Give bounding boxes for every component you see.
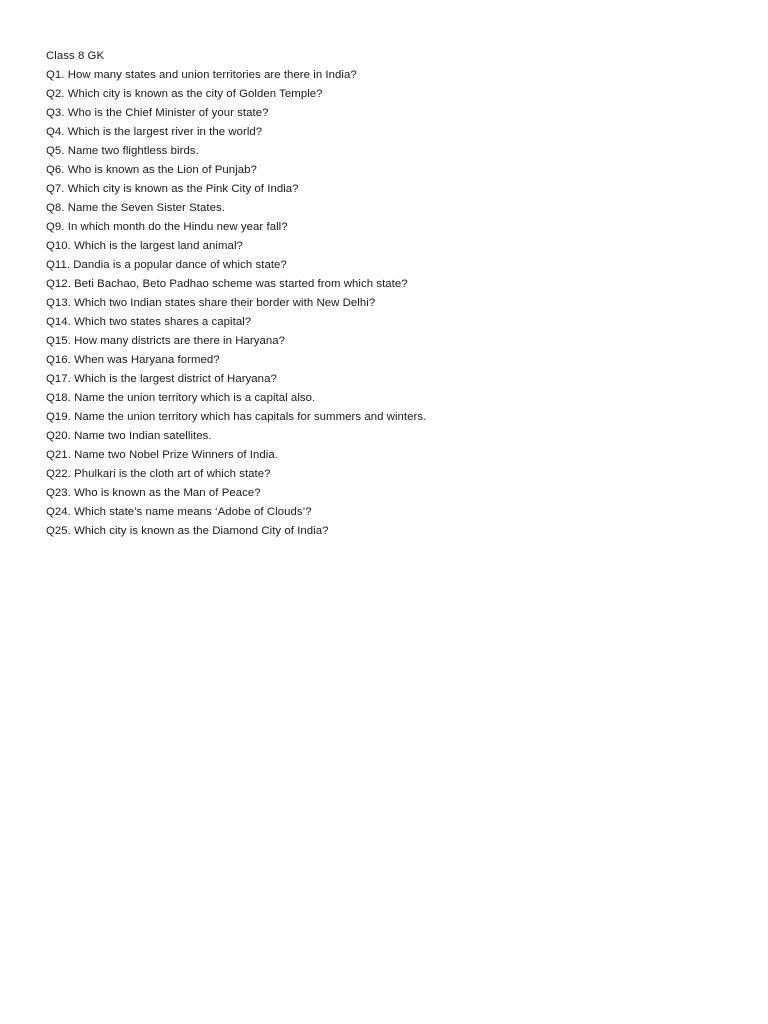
question-line: Q17. Which is the largest district of Haryana? [46,373,277,385]
question-line: Q16. When was Haryana formed? [46,354,220,366]
question-line: Q3. Who is the Chief Minister of your state? [46,107,269,119]
question-line: Q14. Which two states shares a capital? [46,316,252,328]
question-line: Q6. Who is known as the Lion of Punjab? [46,164,257,176]
question-line: Q15. How many districts are there in Haryana? [46,335,286,347]
question-line: Q22. Phulkari is the cloth art of which state? [46,468,271,480]
question-line: Q12. Beti Bachao, Beto Padhao scheme was started from which state? [46,278,408,290]
document-body [46,47,726,541]
question-line: Q7. Which city is known as the Pink City of India? [46,183,299,195]
question-line: Q20. Name two Indian satellites. [46,430,212,442]
question-line: Q21. Name two Nobel Prize Winners of India. [46,449,278,461]
question-line: Q18. Name the union territory which is a capital also. [46,392,316,404]
question-line: Q25. Which city is known as the Diamond City of India? [46,525,329,537]
question-line: Q4. Which is the largest river in the world? [46,126,263,138]
question-line: Q24. Which state’s name means ‘Adobe of Clouds’? [46,506,312,518]
question-line: Q2. Which city is known as the city of Golden Temple? [46,88,323,100]
question-line: Q9. In which month do the Hindu new year fall? [46,221,288,233]
question-line: Q5. Name two flightless birds. [46,145,199,157]
question-line: Q1. How many states and union territories are there in India? [46,69,357,81]
question-line: Q19. Name the union territory which has capitals for summers and winters. [46,411,427,423]
document-title: Class 8 GK [46,50,105,62]
question-line: Q11. Dandia is a popular dance of which state? [46,259,287,271]
question-line: Q10. Which is the largest land animal? [46,240,243,252]
question-line: Q23. Who is known as the Man of Peace? [46,487,261,499]
question-line: Q13. Which two Indian states share their border with New Delhi? [46,297,376,309]
question-line: Q8. Name the Seven Sister States. [46,202,225,214]
